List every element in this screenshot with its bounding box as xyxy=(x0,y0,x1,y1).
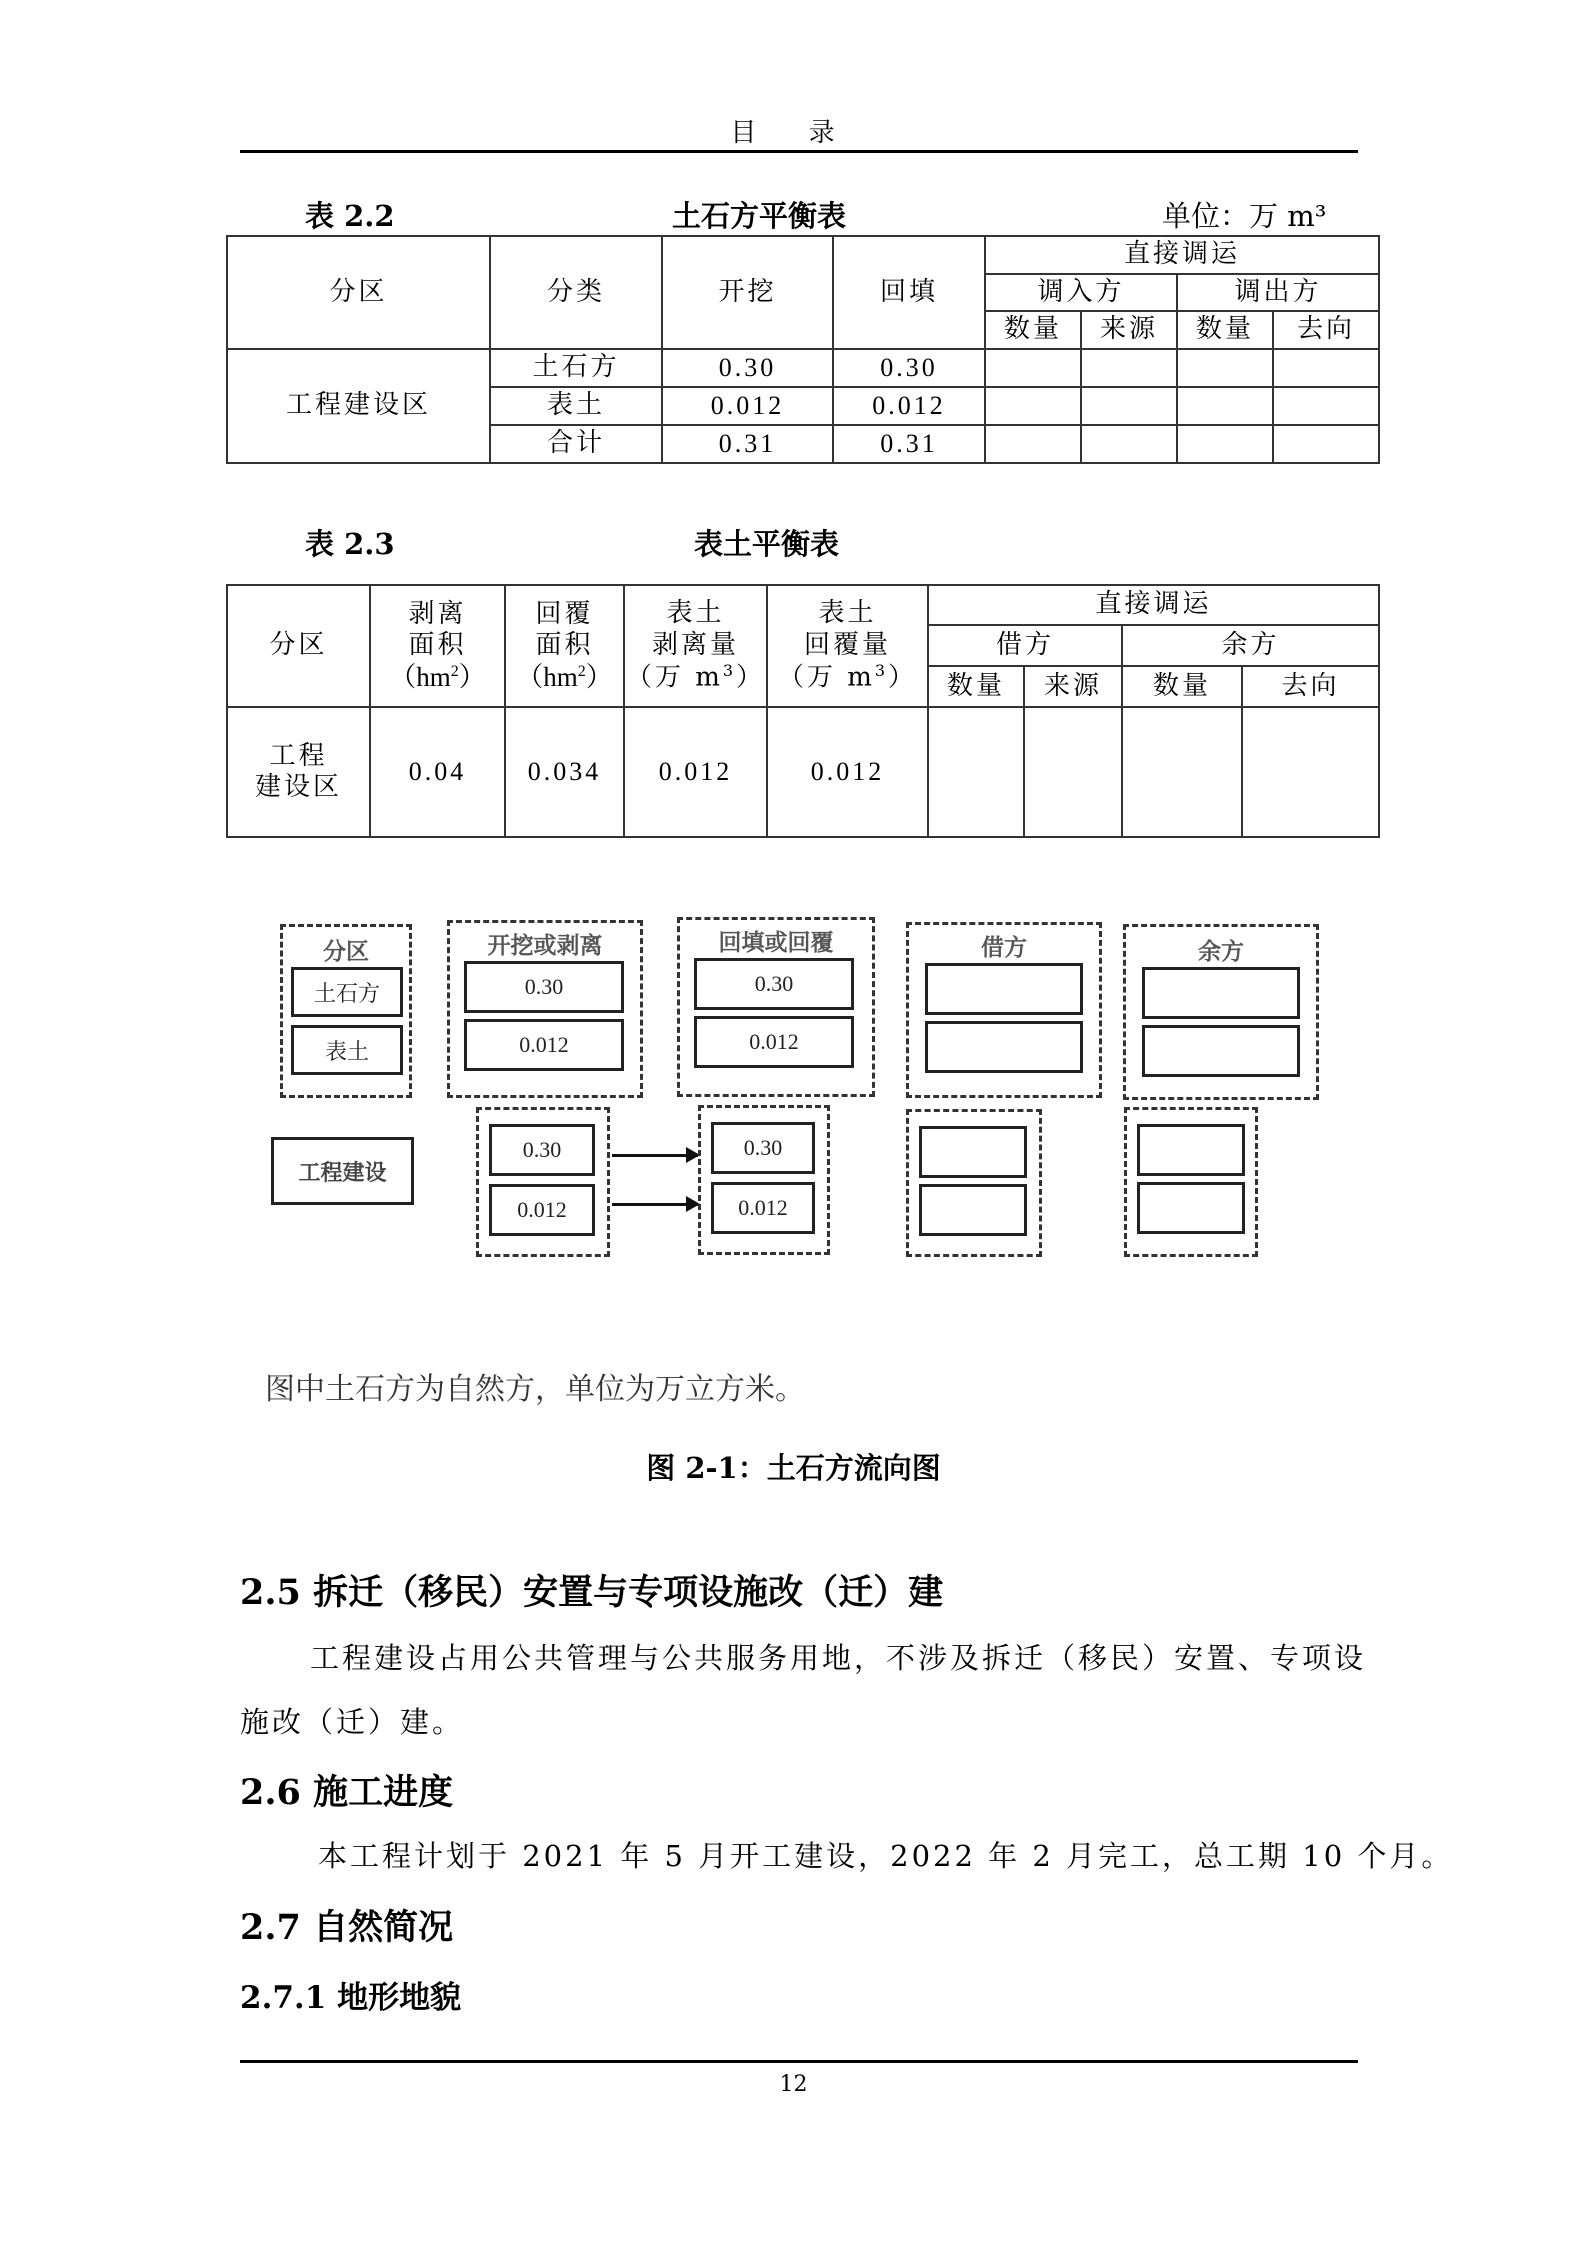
unit-text: （万 m xyxy=(625,662,723,693)
unit-exponent: 3 xyxy=(874,660,889,680)
flow-backfill-earthwork: 0.30 xyxy=(711,1122,815,1174)
topsoil-balance-table xyxy=(226,584,1380,838)
section-2-6-heading: 2.6 施工进度 xyxy=(240,1772,454,1813)
flow-excavation-topsoil: 0.012 xyxy=(489,1184,595,1236)
table-2-2-unit: 单位：万 m³ xyxy=(1162,199,1327,233)
unit-close: ） xyxy=(888,662,918,693)
legend-excavation-label: 开挖或剥离 xyxy=(487,932,603,959)
flow-surplus-group xyxy=(1124,1107,1258,1257)
flow-surplus-earthwork xyxy=(1137,1124,1245,1176)
backfill-cell: 0.31 xyxy=(833,425,985,463)
header-direct-transfer: 直接调运 xyxy=(928,585,1379,625)
header-borrow-quantity: 数量 xyxy=(928,666,1024,707)
legend-excavation-earthwork: 0.30 xyxy=(464,961,624,1013)
surplus-quantity-cell xyxy=(1122,707,1242,837)
legend-surplus-label: 余方 xyxy=(1198,938,1244,965)
legend-item-earthwork: 土石方 xyxy=(291,967,403,1017)
section-2-7-1-heading: 2.7.1 地形地貌 xyxy=(240,1980,462,2016)
header-direct-transfer: 直接调运 xyxy=(985,236,1379,274)
header-line: 回覆 xyxy=(535,598,594,629)
legend-borrow-earthwork xyxy=(925,963,1083,1015)
header-unit xyxy=(371,661,504,693)
header-rule xyxy=(240,150,1358,153)
header-transfer-out: 调出方 xyxy=(1177,274,1379,311)
header-borrow: 借方 xyxy=(928,625,1122,666)
header-line: 面积 xyxy=(408,629,467,660)
header-line: 面积 xyxy=(535,629,594,660)
header-out-destination: 去向 xyxy=(1273,311,1379,349)
diagram-note: 图中土石方为自然方，单位为万立方米。 xyxy=(265,1372,805,1407)
excavation-cell: 0.30 xyxy=(662,349,833,387)
excavation-cell: 0.012 xyxy=(662,387,833,425)
section-2-6-paragraph: 本工程计划于 2021 年 5 月开工建设，2022 年 2 月完工，总工期 10 个月。 xyxy=(318,1839,1454,1873)
backfill-cell: 0.012 xyxy=(833,387,985,425)
flow-arrow-earthwork xyxy=(612,1154,698,1157)
in-quantity-cell xyxy=(985,425,1081,463)
header-unit xyxy=(625,661,766,694)
out-quantity-cell xyxy=(1177,425,1273,463)
flow-borrow-group xyxy=(906,1109,1042,1257)
unit-close: ） xyxy=(736,662,766,693)
borrow-quantity-cell xyxy=(928,707,1024,837)
header-unit xyxy=(506,661,623,693)
in-source-cell xyxy=(1081,425,1177,463)
section-2-5-paragraph-line1: 工程建设占用公共管理与公共服务用地，不涉及拆迁（移民）安置、专项设 xyxy=(310,1641,1367,1675)
unit-text: （hm xyxy=(389,661,451,692)
header-cover-area xyxy=(505,585,624,707)
legend-borrow-label: 借方 xyxy=(981,934,1027,961)
header-in-source: 来源 xyxy=(1081,311,1177,349)
unit-exponent: 2 xyxy=(577,662,586,680)
category-cell: 合计 xyxy=(490,425,662,463)
flow-surplus-topsoil xyxy=(1137,1182,1245,1234)
section-2-7-heading: 2.7 自然简况 xyxy=(240,1907,454,1948)
legend-item-topsoil: 表土 xyxy=(291,1025,403,1075)
in-quantity-cell xyxy=(985,387,1081,425)
header-cover-volume xyxy=(767,585,928,707)
unit-exponent: 2 xyxy=(450,662,459,680)
in-quantity-cell xyxy=(985,349,1081,387)
header-unit xyxy=(768,661,927,694)
header-strip-volume xyxy=(624,585,767,707)
surplus-destination-cell xyxy=(1242,707,1379,837)
out-quantity-cell xyxy=(1177,387,1273,425)
table-2-3-title: 表土平衡表 xyxy=(694,527,840,561)
in-source-cell xyxy=(1081,387,1177,425)
flow-excavation-earthwork: 0.30 xyxy=(489,1124,595,1176)
header-in-quantity: 数量 xyxy=(985,311,1081,349)
flow-borrow-earthwork xyxy=(919,1126,1027,1178)
header-transfer-in: 调入方 xyxy=(985,274,1177,311)
category-cell: 土石方 xyxy=(490,349,662,387)
header-excavation: 开挖 xyxy=(662,236,833,349)
legend-backfill-label: 回填或回覆 xyxy=(718,929,834,956)
flow-backfill-group xyxy=(698,1105,830,1255)
legend-borrow-topsoil xyxy=(925,1021,1083,1073)
header-backfill: 回填 xyxy=(833,236,985,349)
unit-exponent: 3 xyxy=(722,660,737,680)
header-line: 回覆量 xyxy=(803,629,891,660)
section-2-5-paragraph-line2: 施改（迁）建。 xyxy=(240,1705,465,1739)
table-row xyxy=(227,349,1379,387)
table-2-3-number: 表 2.3 xyxy=(305,527,395,561)
unit-text: （万 m xyxy=(777,662,875,693)
backfill-cell: 0.30 xyxy=(833,349,985,387)
header-out-quantity: 数量 xyxy=(1177,311,1273,349)
page-number: 12 xyxy=(779,2072,808,2097)
zone-cell xyxy=(227,707,370,837)
cover-area-cell: 0.034 xyxy=(505,707,624,837)
header-surplus: 余方 xyxy=(1122,625,1379,666)
header-zone: 分区 xyxy=(227,236,490,349)
legend-backfill-group xyxy=(677,917,875,1097)
in-source-cell xyxy=(1081,349,1177,387)
unit-text: （hm xyxy=(516,661,578,692)
flow-zone-box: 工程建设 xyxy=(271,1137,414,1205)
table-row xyxy=(227,707,1379,837)
header-borrow-source: 来源 xyxy=(1024,666,1122,707)
running-header-title: 目 录 xyxy=(730,118,857,148)
cover-volume-cell: 0.012 xyxy=(767,707,928,837)
legend-backfill-earthwork: 0.30 xyxy=(694,958,854,1010)
unit-close: ） xyxy=(458,661,486,692)
legend-zone-group xyxy=(280,924,412,1098)
header-line: 表土 xyxy=(818,598,877,629)
header-strip-area xyxy=(370,585,505,707)
flow-arrow-topsoil xyxy=(612,1203,698,1206)
flow-excavation-group xyxy=(476,1107,610,1257)
flow-backfill-topsoil: 0.012 xyxy=(711,1182,815,1234)
section-2-5-heading: 2.5 拆迁（移民）安置与专项设施改（迁）建 xyxy=(240,1572,944,1613)
strip-volume-cell: 0.012 xyxy=(624,707,767,837)
unit-close: ） xyxy=(585,661,613,692)
strip-area-cell: 0.04 xyxy=(370,707,505,837)
header-line: 表土 xyxy=(666,598,725,629)
legend-excavation-topsoil: 0.012 xyxy=(464,1019,624,1071)
header-line: 剥离量 xyxy=(651,629,739,660)
borrow-source-cell xyxy=(1024,707,1122,837)
out-destination-cell xyxy=(1273,387,1379,425)
legend-excavation-group xyxy=(447,920,643,1098)
table-2-2-title: 土石方平衡表 xyxy=(672,199,847,233)
out-quantity-cell xyxy=(1177,349,1273,387)
legend-zone-label: 分区 xyxy=(323,938,369,965)
header-surplus-quantity: 数量 xyxy=(1122,666,1242,707)
legend-surplus-earthwork xyxy=(1142,967,1300,1019)
header-zone: 分区 xyxy=(227,585,370,707)
zone-cell: 工程建设区 xyxy=(227,349,490,463)
table-2-2-number: 表 2.2 xyxy=(305,199,395,233)
zone-line: 建设区 xyxy=(254,772,342,802)
header-category: 分类 xyxy=(490,236,662,349)
legend-backfill-topsoil: 0.012 xyxy=(694,1016,854,1068)
legend-surplus-group xyxy=(1123,924,1319,1100)
out-destination-cell xyxy=(1273,349,1379,387)
figure-caption: 图 2-1：土石方流向图 xyxy=(646,1451,941,1485)
header-surplus-destination: 去向 xyxy=(1242,666,1379,707)
legend-borrow-group xyxy=(906,922,1102,1098)
earthwork-balance-table xyxy=(226,235,1380,464)
zone-line: 工程 xyxy=(269,740,328,771)
legend-surplus-topsoil xyxy=(1142,1025,1300,1077)
header-line: 剥离 xyxy=(408,598,467,629)
category-cell: 表土 xyxy=(490,387,662,425)
flow-borrow-topsoil xyxy=(919,1184,1027,1236)
footer-rule xyxy=(240,2060,1358,2063)
excavation-cell: 0.31 xyxy=(662,425,833,463)
out-destination-cell xyxy=(1273,425,1379,463)
